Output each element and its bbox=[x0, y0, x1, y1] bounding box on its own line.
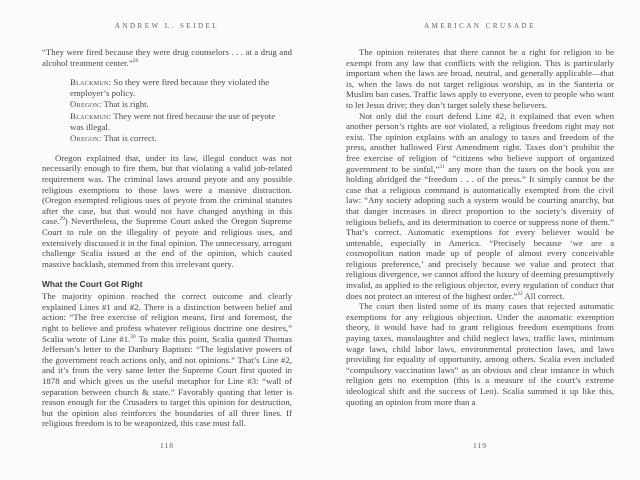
dialogue-line bbox=[70, 133, 284, 144]
speaker-name: Blackmun: bbox=[70, 77, 112, 88]
paragraph-text: Oregon explained that, under its law, illegal conduct was not necessarily enough to fire them, but that violating a valid job-related requirement was. The criminal laws around peyote and any possible religious exemptions to those laws were a massive distraction. (Oregon exempted religious uses of peyote from the criminal statutes after the case, but that would not have changed anything in this case. bbox=[42, 152, 292, 227]
running-header-title: AMERICAN CRUSADE bbox=[424, 22, 536, 30]
footnote-ref-31: 31 bbox=[439, 163, 445, 170]
dialogue-line bbox=[70, 99, 284, 110]
paragraph-text: violated, a religious freedom right may not exist. The opinion explains with an analogy to taxes and freedom of the press, another hallowed First Amendment right. Taxes don’t prohibit the free exercise of religion of “citizens who believe support of organized government to be sinful,” bbox=[346, 121, 614, 174]
paragraph-text: The majority opinion reached the correct outcome and clearly explained Lines #1 and #2. There is a distinction between belief and action: “The free exercise of religion means, first and foremost, the right to believe and profess whatever religious doctrine one desires,” Scalia wrote of Line #1. bbox=[42, 291, 292, 344]
emphasis-text: not bbox=[444, 121, 456, 132]
footnote-ref-28: 28 bbox=[132, 57, 139, 64]
paragraph-text: ) Nevertheless, the Supreme Court asked the Oregon Supreme Court to rule on the illegality of peyote and religious uses, and extensively discussed it in the final opinion. The unnecessary, arrogant challenge Scalia issued at the end of the opinion, which caused massive backlash, stemmed from this irrelevant query. bbox=[42, 216, 292, 269]
dialogue-text: That is correct. bbox=[103, 133, 157, 144]
footnote-ref-32: 32 bbox=[517, 290, 523, 297]
speaker-name: Blackmun: bbox=[70, 110, 112, 121]
page-number-left: 118 bbox=[160, 441, 174, 450]
dialogue-text: So they were fired because they violated the employer’s policy. bbox=[70, 77, 270, 98]
section-heading: What the Court Got Right bbox=[42, 279, 143, 290]
dialogue-text: That is right. bbox=[103, 99, 149, 110]
speaker-name: Oregon: bbox=[70, 133, 102, 144]
paragraph-text: To make this point, Scalia quoted Thomas Jefferson’s letter to the Danbury Baptists: “The legislative powers of the government reach actions only, and not opinions.” That’s Line #2, and it’s from the very same letter the Supreme Court first quoted in 1878 and which gives us the useful metaphor for Line #3: “wall of separation between church & state.” Favorably quoting that letter is reason enough for the Crusaders to target this opinion for destruction, but the opinion also reinforces the boundaries of all three lines. If religious freedom is to be weaponized, this case must fall. bbox=[42, 333, 292, 429]
right-page bbox=[346, 0, 614, 480]
dialogue-line bbox=[70, 111, 284, 132]
dialogue-line bbox=[70, 77, 284, 98]
quote-text: “They were fired because they were drug counselors . . . at a drug and alcohol treatment center.” bbox=[42, 47, 292, 68]
paragraph-text: any more than the taxes on the book you are holding abridged the “freedom . . . of the press.” It simply cannot be the case that a religious command is automatically exempted from the civil law: “Any society adopting such a system would be courting anarchy, but that danger increases in direct proportion to the society’s diversity of religious beliefs, and its determination to coerce or suppress none of them.” That’s correct. Automatic exemptions for every believer would be untenable, especially in America. “Precisely because ‘we are a cosmopolitan nation made up of people of almost every conceivable religious preference,’ and precisely because we value and protect that religious divergence, we cannot afford the luxury of deeming presumptively invalid, as applied to the religious objector, every regulation of conduct that does not protect an interest of the highest order.” bbox=[346, 163, 614, 301]
paragraph bbox=[42, 291, 292, 429]
quote-paragraph bbox=[42, 47, 292, 68]
left-page-body bbox=[42, 47, 292, 429]
right-page-body bbox=[346, 47, 614, 407]
dialogue-text: They were not fired because the use of peyote was illegal. bbox=[70, 110, 276, 132]
paragraph: The opinion reiterates that there cannot be a right for religion to be exempt from any law that conflicts with the religion. This is particularly important when the laws are broad, neutral, and generally applicable—that is, when the laws do not target religious worship, as in the Santeria or Muslim ban cases. Traffic laws apply to everyone, even to people who want to let Jesus drive; they don’t target solely these believers. bbox=[346, 47, 614, 110]
footnote-ref-29: 29 bbox=[59, 216, 65, 223]
left-page bbox=[42, 0, 292, 480]
paragraph bbox=[346, 111, 614, 302]
footnote-ref-30: 30 bbox=[130, 333, 136, 340]
running-header-author: ANDREW L. SEIDEL bbox=[114, 22, 220, 30]
paragraph-text: All correct. bbox=[522, 290, 565, 301]
paragraph-text: Not only did the court defend Line #2, it explained that even when another person’s rights are bbox=[346, 110, 614, 132]
paragraph bbox=[42, 153, 292, 270]
dialogue-block bbox=[70, 77, 284, 144]
page-number-right: 119 bbox=[473, 441, 487, 450]
speaker-name: Oregon: bbox=[70, 99, 102, 110]
paragraph: The court then listed some of its many cases that rejected automatic exemptions for any religious objection. Under the automatic exemption theory, it would have had to grant religious freedom exemptions from paying taxes, manslaughter and child neglect laws, traffic laws, minimum wage laws, child labor laws, environmental protection laws, and laws providing for equality of opportunity, among others. Scalia even included “compulsory vaccination laws” as an obvious and clear instance in which religion gets no exemption (this is a measure of the court’s extreme ideological shift and the success of Leo). Scalia summed it up like this, quoting an opinion from more than a bbox=[346, 301, 614, 407]
